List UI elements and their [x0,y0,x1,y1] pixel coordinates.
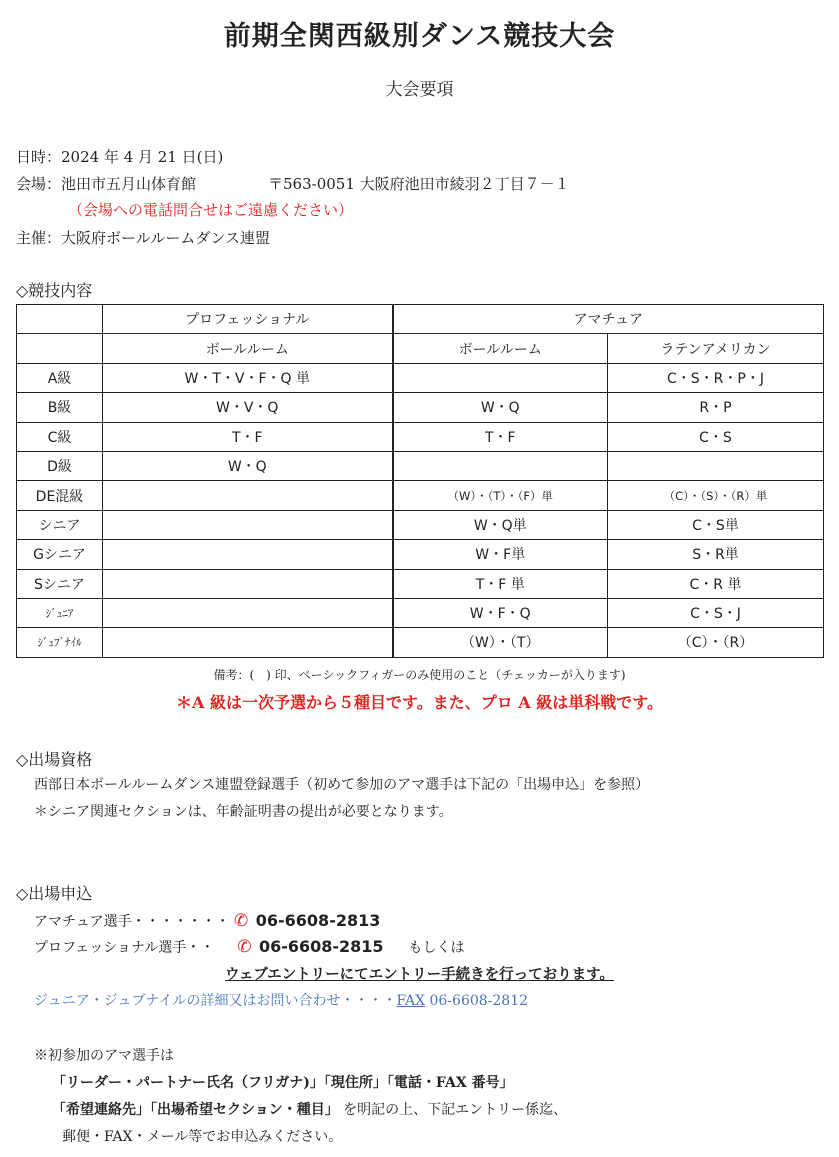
grade-cell: C級 [17,422,103,451]
fax-label[interactable]: FAX [396,993,426,1009]
ama-ballroom-cell [393,363,608,392]
ama-latin-cell: （C）・（R） [608,628,824,657]
pro-contact [34,937,464,957]
table-row [17,451,824,480]
phone-icon: ✆ [234,911,249,931]
grade-cell: DE混級 [17,481,103,510]
table-row [17,569,824,598]
grade-cell: シニア [17,510,103,539]
table-row [17,628,824,657]
first-time-items-2-line [52,1099,567,1119]
first-time-suffix: を明記の上、下記エントリー係迄、 [343,1102,568,1118]
table-row [17,481,824,510]
ama-latin-cell: C・R 単 [608,569,824,598]
subheader-ama-latin: ラテンアメリカン [608,334,824,363]
first-time-line-3: 郵便・FAX・メール等でお申込みください。 [62,1129,343,1145]
pro-cell [103,569,393,598]
grade-cell: ｼﾞｭﾌﾞﾅｲﾙ [17,628,103,657]
table-subheader-row [17,334,824,363]
subheader-pro-ballroom: ボールルーム [103,334,393,363]
application-heading: ◇出場申込 [16,884,93,903]
ama-latin-cell: R・P [608,393,824,422]
table-note: 備考：( ) 印、ベーシックフィガーのみ使用のこと（チェッカーが入ります) [213,668,626,682]
ama-latin-cell [608,451,824,480]
page-subtitle: 大会要項 [385,80,454,100]
pro-suffix: もしくは [408,940,465,956]
junior-text: ジュニア・ジュブナイルの詳細又はお問い合わせ・・・・ [34,993,397,1009]
venue-address: 〒563-0051 大阪府池田市綾羽２丁目７－１ [268,175,570,193]
eligibility-line-2: ＊シニア関連セクションは、年齢証明書の提出が必要となります。 [34,804,453,820]
phone-icon: ✆ [237,937,252,957]
pro-cell [103,510,393,539]
amateur-contact [34,911,380,931]
events-table [16,304,824,658]
first-time-items-1: 「リーダー・パートナー氏名（フリガナ)」「現住所」「電話・FAX 番号」 [52,1075,514,1091]
venue-note: （会場への電話問合せはご遠慮ください） [68,201,354,219]
ama-ballroom-cell: W・F単 [393,540,608,569]
first-time-heading: ※初参加のアマ選手は [34,1048,174,1064]
pro-cell: W・Q [103,451,393,480]
amateur-label: アマチュア選手・・・・・・・ [34,914,230,930]
ama-latin-cell: S・R単 [608,540,824,569]
pro-cell [103,540,393,569]
organizer: 主催：大阪府ボールルームダンス連盟 [16,229,271,247]
grade-cell: A級 [17,363,103,392]
pro-cell: T・F [103,422,393,451]
ama-latin-cell: C・S・R・P・J [608,363,824,392]
web-entry-link[interactable]: ウェブエントリーにてエントリー手続きを行っております。 [224,966,615,983]
ama-ballroom-cell [393,451,608,480]
venue-name: 会場：池田市五月山体育館 [16,175,197,193]
page-title: 前期全関西級別ダンス競技大会 [223,21,616,52]
table-row [17,363,824,392]
amateur-phone[interactable]: 06-6608-2813 [255,911,381,930]
grade-cell: D級 [17,451,103,480]
pro-cell [103,628,393,657]
first-time-items-2: 「希望連絡先」「出場希望セクション・種目」 [52,1102,339,1118]
event-date: 日時：2024 年 4 月 21 日(日) [16,148,224,166]
eligibility-line-1: 西部日本ボールルームダンス連盟登録選手（初めて参加のアマ選手は下記の「出場申込」を参照） [34,777,650,793]
ama-ballroom-cell: （W）・（T） [393,628,608,657]
ama-ballroom-cell: T・F [393,422,608,451]
table-corner [17,305,103,334]
header-pro: プロフェッショナル [103,305,393,334]
junior-inquiry [34,990,528,1010]
table-row [17,422,824,451]
ama-ballroom-cell: W・Q単 [393,510,608,539]
pro-cell: W・T・V・F・Q 単 [103,363,393,392]
grade-cell: Sシニア [17,569,103,598]
ama-ballroom-cell: W・Q [393,393,608,422]
grade-warning: ＊A 級は一次予選から５種目です。また、プロ A 級は単科戦です。 [176,693,663,712]
pro-cell [103,598,393,627]
ama-latin-cell: （C）・（S）・（R）単 [608,481,824,510]
ama-ballroom-cell: W・F・Q [393,598,608,627]
ama-latin-cell: C・S [608,422,824,451]
table-row [17,598,824,627]
table-corner-2 [17,334,103,363]
pro-label: プロフェッショナル選手・・ [34,940,215,956]
table-header-row [17,305,824,334]
pro-cell [103,481,393,510]
fax-number: 06-6608-2812 [425,993,529,1009]
eligibility-heading: ◇出場資格 [16,750,93,769]
subheader-ama-ballroom: ボールルーム [393,334,608,363]
grade-cell: B級 [17,393,103,422]
pro-phone[interactable]: 06-6608-2815 [258,937,384,956]
table-row [17,510,824,539]
grade-cell: Gシニア [17,540,103,569]
section-events-heading: ◇競技内容 [16,281,93,300]
ama-ballroom-cell: T・F 単 [393,569,608,598]
ama-latin-cell: C・S・J [608,598,824,627]
table-row [17,393,824,422]
pro-cell: W・V・Q [103,393,393,422]
ama-ballroom-cell: （W）・（T）・（F）単 [393,481,608,510]
grade-cell: ｼﾞｭﾆｱ [17,598,103,627]
header-amateur: アマチュア [393,305,824,334]
ama-latin-cell: C・S単 [608,510,824,539]
table-row [17,540,824,569]
